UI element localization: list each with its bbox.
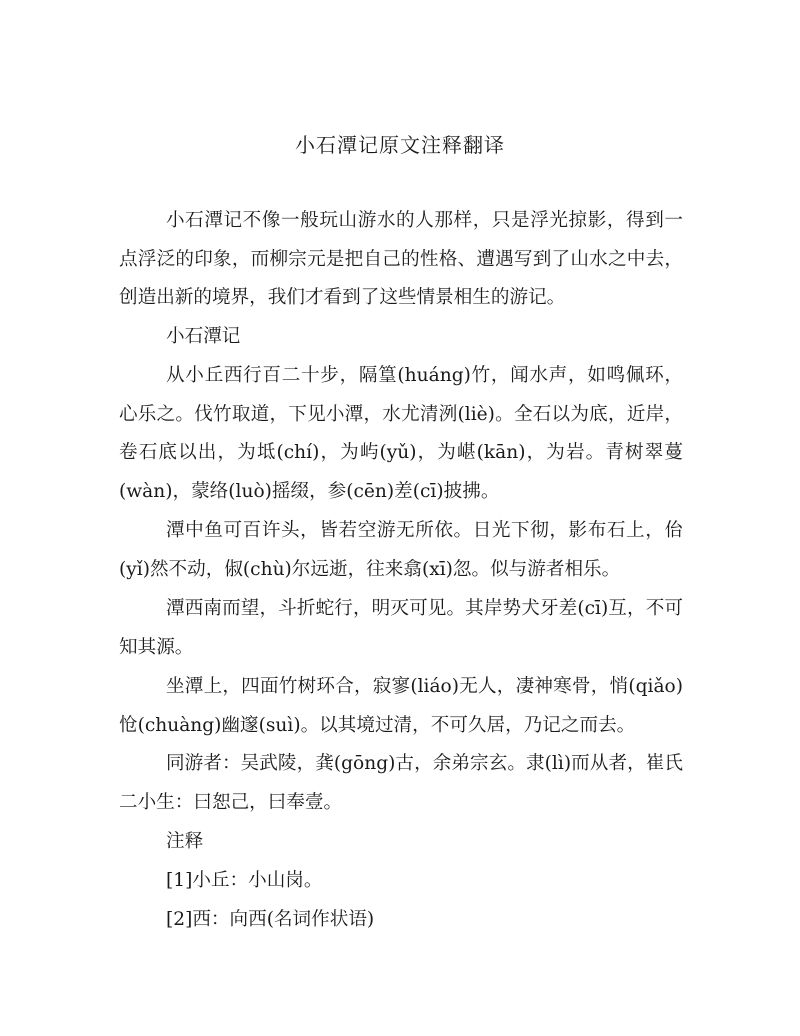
section-heading: 小石潭记	[166, 326, 241, 347]
notes-heading: 注释	[166, 831, 204, 852]
intro-paragraph: 小石潭记不像一般玩山游水的人那样，只是浮光掠影，得到一点浮泛的印象，而柳宗元是把自己的性格、遭遇写到了山水之中去，创造出新的境界，我们才看到了这些情景相生的游记。	[119, 210, 683, 308]
body-paragraph-2: 潭中鱼可百许头，皆若空游无所依。日光下彻，影布石上，佁(yǐ)然不动，俶(chù)尔远逝，往来翕(xī)忽。似与游者相乐。	[119, 520, 683, 580]
page-title: 小石潭记原文注释翻译	[295, 133, 505, 157]
body-paragraph-5: 同游者：吴武陵，龚(gōng)古，余弟宗玄。隶(lì)而从者，崔氏二小生：曰恕己，曰奉壹。	[119, 753, 683, 813]
body-paragraph-4: 坐潭上，四面竹树环合，寂寥(liáo)无人，凄神寒骨，悄(qiǎo)怆(chuàng)幽邃(suì)。以其境过清，不可久居，乃记之而去。	[119, 676, 683, 736]
note-item-2: [2]西：向西(名词作状语)	[166, 909, 375, 930]
body-paragraph-3: 潭西南而望，斗折蛇行，明灭可见。其岸势犬牙差(cī)互，不可知其源。	[119, 598, 683, 658]
body-paragraph-1: 从小丘西行百二十步，隔篁(huáng)竹，闻水声，如鸣佩环，心乐之。伐竹取道，下见小潭，水尤清洌(liè)。全石以为底，近岸，卷石底以出，为坻(chí)，为屿(yǔ)，为嵁(kān)，为岩。青树翠蔓(wàn)，蒙络(luò)摇缀，参(cēn)差(cī)披拂。	[119, 365, 683, 502]
note-item-1: [1]小丘：小山岗。	[166, 870, 323, 891]
